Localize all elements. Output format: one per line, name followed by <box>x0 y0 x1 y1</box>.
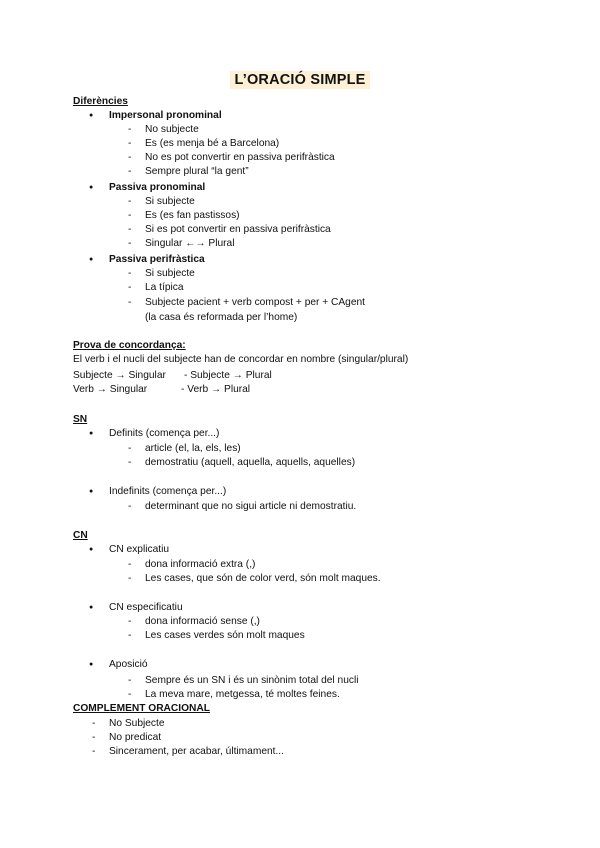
section-header-sn: SN <box>73 414 88 425</box>
list-item: - Es (es fan pastissos) <box>145 209 240 223</box>
section-header-cn: CN <box>73 530 88 541</box>
concordanca-row1-right: - Subjecte → Plural <box>184 370 272 381</box>
list-item: - dona informació extra (,) <box>145 558 255 572</box>
section-header-complement-oracional: COMPLEMENT ORACIONAL <box>73 703 210 714</box>
list-item: - Les cases, que són de color verd, són molt maques. <box>145 572 381 586</box>
bullet-cn-especificatiu: ● CN especificatiu <box>109 601 183 615</box>
list-item: - demostratiu (aquell, aquella, aquells, aquelles) <box>145 456 355 470</box>
list-item: - Les cases verdes són molt maques <box>145 629 305 643</box>
concordanca-row2-right: - Verb → Plural <box>181 384 251 395</box>
page-title: L’ORACIÓ SIMPLE <box>230 71 369 89</box>
list-item: - article (el, la, els, les) <box>145 442 241 456</box>
list-item: - Es (es menja bé a Barcelona) <box>145 137 279 151</box>
list-item: - dona informació sense (,) <box>145 615 260 629</box>
list-item: - La meva mare, metgessa, té moltes feines. <box>145 688 340 702</box>
section-header-diferencies: Diferències <box>73 96 128 107</box>
example-text: (la casa és reformada per l’home) <box>145 312 298 323</box>
list-item: - Si es pot convertir en passiva perifràstica <box>145 223 331 237</box>
bullet-cn-explicatiu: ● CN explicatiu <box>109 543 169 557</box>
list-item: - Singular ←→ Plural <box>145 237 234 251</box>
concordanca-row1-left: Subjecte → Singular <box>73 370 166 381</box>
list-item: - Sincerament, per acabar, últimament... <box>109 745 284 759</box>
concordanca-row2-left: Verb → Singular <box>73 384 148 395</box>
list-item: - La típica <box>145 281 184 295</box>
list-item: - determinant que no sigui article ni demostratiu. <box>145 500 356 514</box>
list-item: - No es pot convertir en passiva perifràstica <box>145 151 335 165</box>
bullet-impersonal-pronominal: ● Impersonal pronominal <box>109 109 222 123</box>
bullet-aposicio: ● Aposició <box>109 658 148 672</box>
bullet-indefinits: ● Indefinits (comença per...) <box>109 485 226 499</box>
section-header-concordanca: Prova de concordança: <box>73 340 186 351</box>
list-item: - Sempre és un SN i és un sinònim total del nucli <box>145 674 358 688</box>
list-item: - Subjecte pacient + verb compost + per + CAgent <box>145 296 365 310</box>
list-item: - Si subjecte <box>145 267 195 281</box>
bullet-passiva-perifrastica: ● Passiva perifràstica <box>109 253 205 267</box>
list-item: - No predicat <box>109 731 161 745</box>
title-container <box>0 72 600 88</box>
list-item: - Sempre plural “la gent” <box>145 165 249 179</box>
list-item: - No Subjecte <box>109 717 165 731</box>
bullet-definits: ● Definits (comença per...) <box>109 427 219 441</box>
list-item: - No subjecte <box>145 123 199 137</box>
concordanca-text: El verb i el nucli del subjecte han de concordar en nombre (singular/plural) <box>73 354 409 365</box>
list-item: - Si subjecte <box>145 195 195 209</box>
bullet-passiva-pronominal: ● Passiva pronominal <box>109 181 205 195</box>
